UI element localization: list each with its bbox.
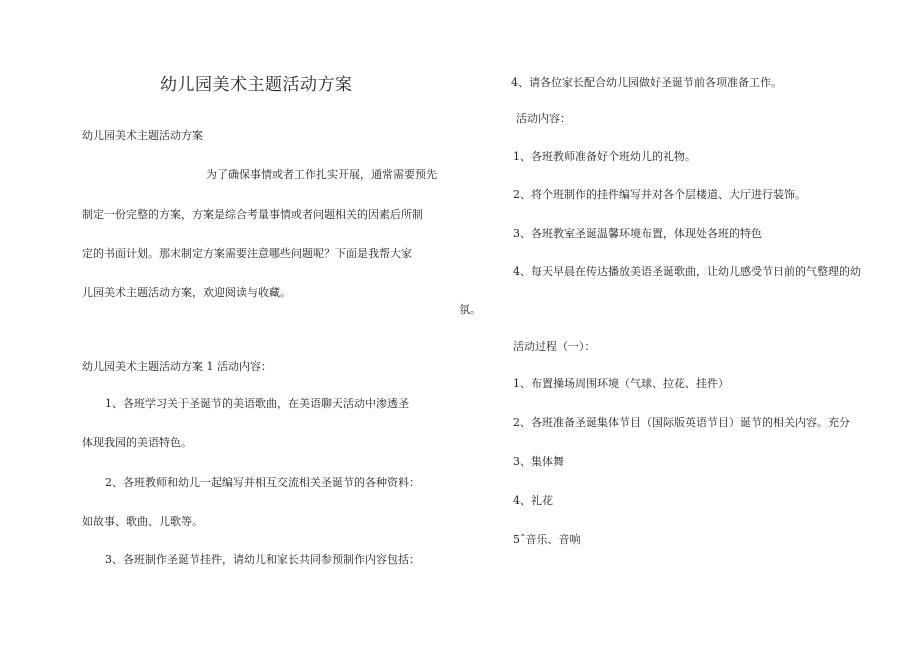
document-title: 幼儿园美术主题活动方案 <box>160 75 353 95</box>
paragraph-line: 1、各班学习关于圣诞节的美语歌曲，在美语聊天活动中渗透圣 <box>105 397 409 410</box>
paragraph-line: 4、请各位家长配合幼儿园做好圣诞节前各项准备工作。 <box>511 76 782 89</box>
paragraph-line: 如故事、歌曲、儿歌等。 <box>82 515 203 528</box>
paragraph-line: 活动内容： <box>516 112 571 125</box>
paragraph-line: 1、各班教师准备好个班幼儿的礼物。 <box>513 150 696 163</box>
paragraph-line: 体现我园的美语特色。 <box>82 436 192 449</box>
paragraph-line: 氛。 <box>459 303 481 316</box>
paragraph-line: 幼儿园美术主题活动方案 <box>82 129 203 142</box>
paragraph-line: 活动过程（一）： <box>513 340 596 353</box>
paragraph-line: 幼儿园美术主题活动方案 1 活动内容： <box>82 360 272 373</box>
paragraph-line: 2、各班教师和幼儿一起编写并相互交流相关圣诞节的各种资料： <box>105 476 420 489</box>
paragraph-line: 3、各班制作圣诞节挂件，请幼儿和家长共同参预制作内容包括： <box>105 553 420 566</box>
paragraph-line: 3、各班教室圣诞温馨环境布置，体现处各班的特色 <box>513 227 762 240</box>
paragraph-line: 儿园美术主题活动方案，欢迎阅读与收藏。 <box>82 286 291 299</box>
paragraph-line: 1、布置操场周围环境（气球、拉花、挂件） <box>513 377 729 390</box>
paragraph-line: 4、礼花 <box>513 494 553 507</box>
paragraph-line: 2、各班准备圣诞集体节目（国际版英语节目）诞节的相关内容。充分 <box>513 416 850 429</box>
paragraph-line: 2、将个班制作的挂件编写并对各个层楼道、大厅进行装饰。 <box>513 188 806 201</box>
paragraph-line: 为了确保事情或者工作扎实开展，通常需要预先 <box>206 168 437 181</box>
paragraph-line: 4、每天早晨在传达播放美语圣诞歌曲，让幼儿感受节日前的气整理的幼 <box>513 265 861 278</box>
paragraph-line: 制定一份完整的方案，方案是综合考量事情或者问题相关的因素后所制 <box>82 208 423 221</box>
paragraph-line: 5ˆ音乐、音响 <box>513 533 581 546</box>
paragraph-line: 定的书面计划。那末制定方案需要注意哪些问题呢？下面是我帮大家 <box>82 247 412 260</box>
paragraph-line: 3、集体舞 <box>513 455 564 468</box>
